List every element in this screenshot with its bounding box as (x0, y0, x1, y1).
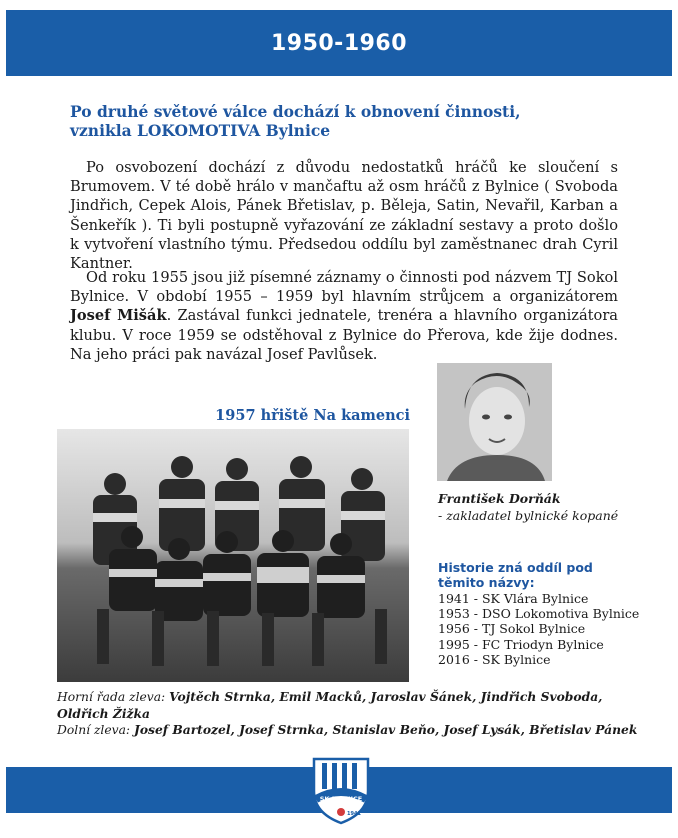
paragraph-1 (70, 158, 618, 273)
portrait-name: František Dorňák (438, 491, 561, 506)
team-photo-image (57, 429, 409, 682)
photo-caption-title: 1957 hřiště Na kamenci (215, 407, 410, 424)
paragraph-2-before: Od roku 1955 jsou již písemné záznamy o činnosti pod názvem TJ Sokol Bylnice. V období 1955 – 1959 byl hlavním strůjcem a organizátorem (70, 269, 618, 306)
paragraph-2 (70, 268, 618, 364)
history-title: Historie zná oddíl pod těmito názvy: (438, 560, 593, 590)
team-photo (57, 429, 409, 682)
header-bar (6, 10, 672, 76)
subtitle-line-1: Po druhé světové válce dochází k obnovení činnosti, (70, 102, 521, 121)
history-item: 2016 - SK Bylnice (438, 651, 551, 667)
paragraph-2-after: . Zastával funkci jednatele, trenéra a hlavního organizátora klubu. V roce 1959 se odstěhoval z Bylnice do Přerova, kde žije dodnes. Na jeho práci pak navázal Josef Pavlůsek. (70, 307, 618, 363)
club-logo (310, 755, 372, 825)
subtitle-line-2: vznikla LOKOMOTIVA Bylnice (70, 121, 331, 140)
credits-bottom-names: Josef Bartozel, Josef Strnka, Stanislav Beňo, Josef Lysák, Břetislav Pánek (134, 722, 638, 737)
logo-text: SK BYLNICE (319, 795, 363, 803)
portrait-image (437, 363, 552, 481)
history-item: 1956 - TJ Sokol Bylnice (438, 621, 586, 637)
portrait-description: - zakladatel bylnické kopané (438, 508, 619, 523)
paragraph-1-text: Po osvobození dochází z důvodu nedostatků hráčů ke sloučení s Brumovem. V té době hrálo v mančaftu až osm hráčů z Bylnice ( Svoboda Jindřich, Cepek Alois, Pánek Břetislav, p. Běleja, Satin, Nevařil, Karban a Šenkeřík ). Ti byli postupně vyřazování ze základní sestavy a proto došlo k vytvoření vlastního týmu. Předsedou oddílu byl zaměstnanec drah Cyril Kantner. (70, 159, 618, 273)
credits-top-label: Horní řada zleva: (57, 690, 166, 704)
paragraph-2-bold-name: Josef Mišák (70, 307, 167, 325)
portrait-photo (437, 363, 552, 481)
history-item: 1953 - DSO Lokomotiva Bylnice (438, 606, 640, 622)
history-list (438, 591, 639, 667)
credits-top-names: Vojtěch Strnka, Emil Macků, Jaroslav Šánek, Jindřich Svoboda, Oldřich Žižka (57, 689, 603, 721)
history-item: 1941 - SK Vlára Bylnice (438, 591, 589, 606)
photo-credits (57, 689, 657, 739)
history-item: 1995 - FC Triodyn Bylnice (438, 636, 604, 652)
logo-year: 1941 (347, 811, 361, 817)
page-title: 1950-1960 (270, 30, 408, 56)
credits-bottom-label: Dolní zleva: (57, 723, 131, 737)
section-subtitle (70, 102, 630, 140)
